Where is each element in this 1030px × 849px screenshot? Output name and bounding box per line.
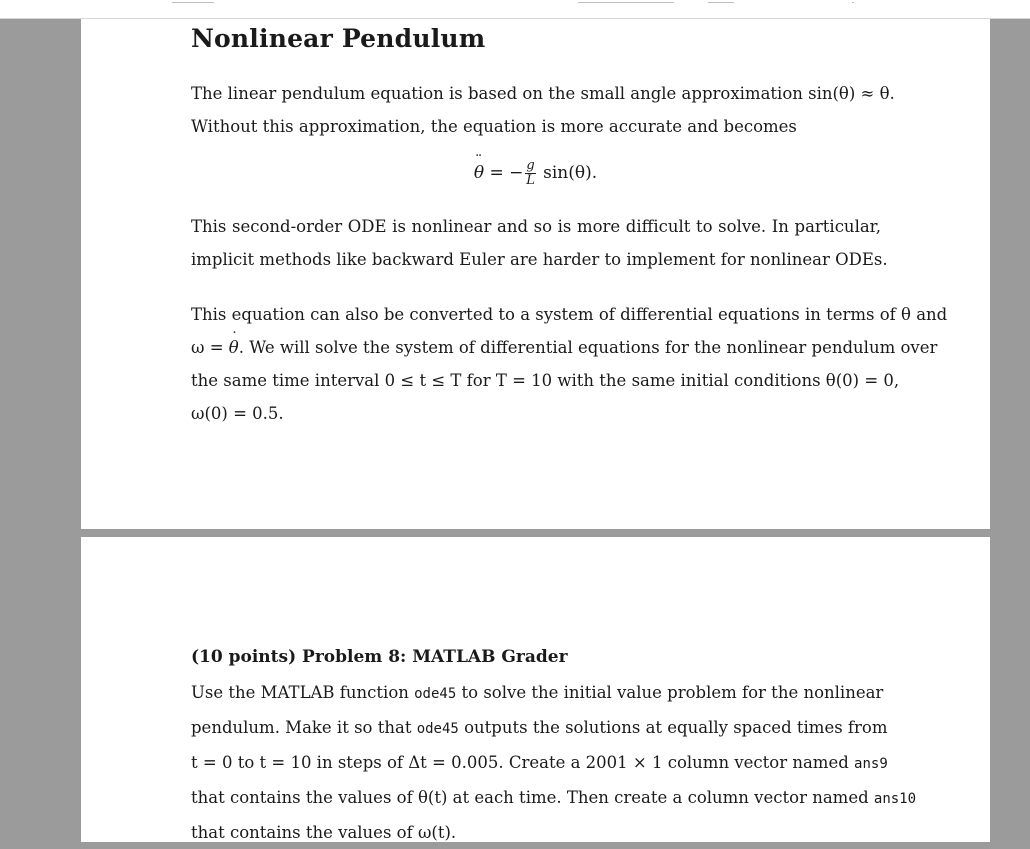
- fraction-denominator: L: [526, 173, 535, 188]
- paragraph-intro: [191, 77, 895, 143]
- toolbar-divider: [852, 2, 854, 3]
- paragraph-nonlinear: [191, 210, 888, 276]
- code-ode45: ode45: [416, 721, 459, 737]
- text-line: [191, 676, 884, 711]
- pendulum-equation: [81, 159, 990, 199]
- text-line: Without this approximation, the equation is more accurate and becomes: [191, 117, 797, 136]
- text-line: [191, 711, 888, 746]
- text-line: The linear pendulum equation is based on the small angle approximation sin(θ) ≈ θ.: [191, 84, 895, 103]
- equation-rhs: sin(θ).: [537, 163, 598, 183]
- code-ans10: ans10: [873, 791, 917, 807]
- text-line: implicit methods like backward Euler are harder to implement for nonlinear ODEs.: [191, 250, 888, 269]
- text-segment: pendulum. Make it so that: [191, 718, 417, 737]
- problem-heading: (10 points) Problem 8: MATLAB Grader: [191, 647, 568, 667]
- fraction-numerator: g: [526, 158, 535, 173]
- text-segment: to solve the initial value problem for the nonlinear: [456, 683, 884, 702]
- text-line: [191, 746, 888, 781]
- text-line: [191, 781, 917, 816]
- text-line: This second-order ODE is nonlinear and so is more difficult to solve. In particular,: [191, 217, 881, 236]
- equation-lhs: ¨ θ: [474, 163, 484, 183]
- text-segment: Use the MATLAB function: [191, 683, 415, 702]
- toolbar-divider: [708, 2, 734, 3]
- paragraph-system: [191, 298, 948, 430]
- document-page-1: [81, 19, 990, 529]
- omega-def: ω =: [191, 338, 229, 357]
- section-title: Nonlinear Pendulum: [191, 24, 486, 53]
- text-segment: outputs the solutions at equally spaced times from: [458, 718, 888, 737]
- text-segment: that contains the values of θ(t) at each time. Then create a column vector named: [191, 788, 874, 807]
- paragraph-problem: [191, 676, 917, 849]
- text-line: This equation can also be converted to a system of differential equations in terms of θ and: [191, 305, 948, 324]
- theta-dot: ˙ θ: [229, 331, 239, 364]
- text-line: [191, 331, 938, 364]
- toolbar-divider: [578, 2, 674, 3]
- text-segment: . We will solve the system of differential equations for the nonlinear pendulum over: [238, 338, 938, 357]
- fraction-g-over-l: [525, 159, 535, 188]
- text-line: that contains the values of ω(t).: [191, 823, 457, 842]
- viewer-toolbar: [0, 0, 1030, 19]
- equation-equals: = −: [484, 163, 524, 183]
- code-ode45: ode45: [414, 686, 457, 702]
- code-ans9: ans9: [854, 756, 888, 772]
- text-line: ω(0) = 0.5.: [191, 404, 284, 423]
- toolbar-divider: [172, 2, 214, 3]
- document-page-2: [81, 537, 990, 842]
- text-segment: t = 0 to t = 10 in steps of Δt = 0.005. Create a 2001 × 1 column vector named: [191, 753, 855, 772]
- text-line: the same time interval 0 ≤ t ≤ T for T = 10 with the same initial conditions θ(0) = 0,: [191, 371, 900, 390]
